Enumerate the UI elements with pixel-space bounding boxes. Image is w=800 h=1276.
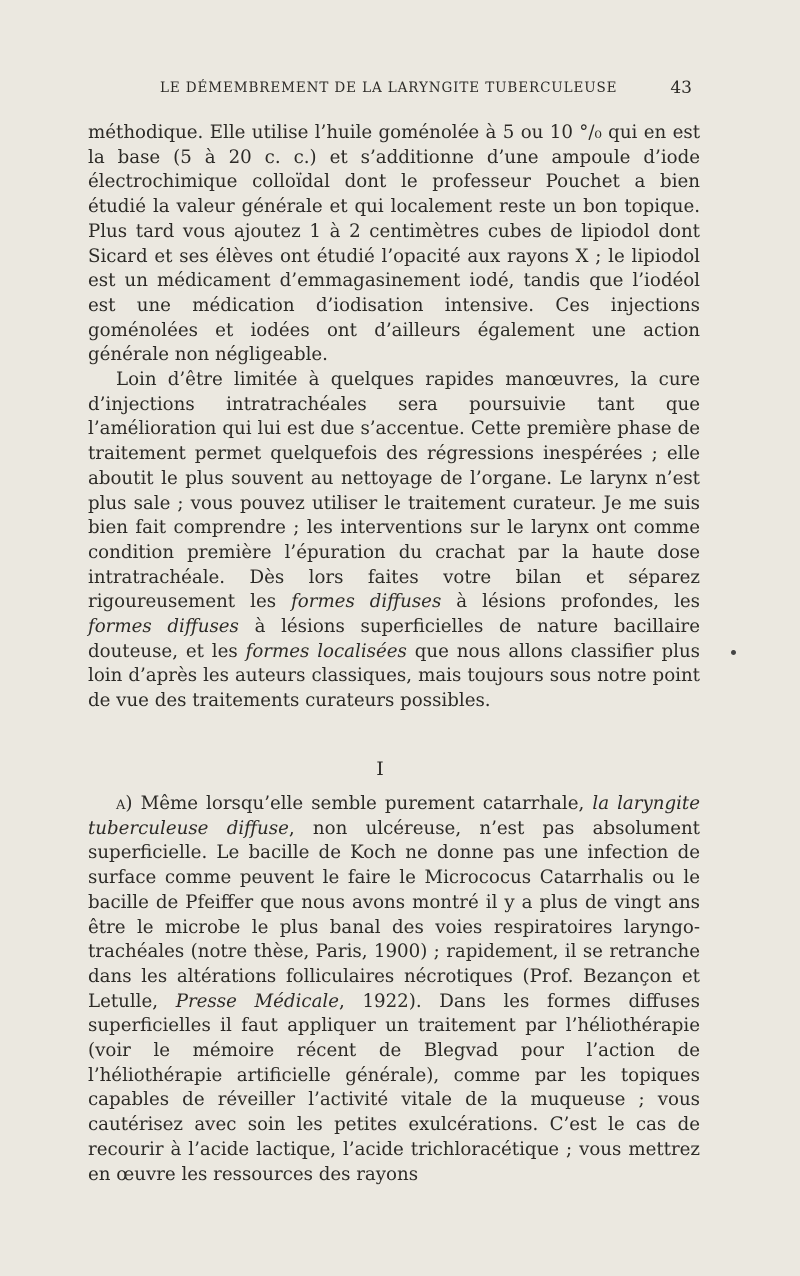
p2-text-b: à lésions profondes, les xyxy=(441,591,701,613)
p2-italic-formes-diffuses-2: formes diffuses xyxy=(88,616,239,638)
paragraph-1-text: méthodique. Elle utilise l’huile goménolée à 5 ou 10 °/₀ qui en est la base (5 à 20 c. c.) et s’additionne d’une ampoule d’iode électrochimique colloïdal dont le professeur Pouchet a bien étudié la valeur générale et qui localement reste un bon topique. Plus tard vous ajoutez 1 à 2 centimètres cubes de lipiodol dont Sicard et ses élèves ont étudié l’opacité aux rayons X ; le lipiodol est un médicament d’emmagasinement iodé, tandis que l’iodéol est une médication d’iodisation intensive. Ces injections goménolées et iodées ont d’ailleurs également une action générale non négligeable. xyxy=(88,122,700,366)
paragraph-3 xyxy=(88,792,700,1187)
paragraph-3-text xyxy=(88,792,700,1187)
p3-text-a: ) Même lorsqu’elle semble purement catarrhale, xyxy=(125,793,593,814)
p3-text-b: , non ulcéreuse, n’est pas absolument superficielle. Le bacille de Koch ne donne pas une infection de surface comme peuvent le faire le Micrococus Catarrhalis ou le bacille de Pfeiffer que nous avons montré il y a plus de vingt ans être le microbe le plus banal des voies respiratoires laryngo-trachéales (notre thèse, Paris, 1900) ; rapidement, il se retranche dans les altérations folliculaires nécrotiques (Prof. Bezançon et Letulle, xyxy=(88,817,700,1012)
ink-speck xyxy=(731,650,736,655)
p2-italic-formes-localisees: formes localisées xyxy=(245,640,407,662)
page-number: 43 xyxy=(670,78,692,98)
p2-text-c: à lésions superficielles de nature bacillaire douteuse, et les xyxy=(88,616,700,662)
header-title: LE DÉMEMBREMENT DE LA LARYNGITE TUBERCULEUSE xyxy=(160,80,618,96)
p3-label: a xyxy=(116,793,126,814)
paragraph-2-text xyxy=(88,368,700,714)
p2-text-a: Loin d’être limitée à quelques rapides manœuvres, la cure d’injections intratrachéales sera poursuivie tant que l’amélioration qui lui est due s’accentue. Cette première phase de traitement permet quelquefois des régressions inespérées ; elle aboutit le plus souvent au nettoyage de l’organe. Le larynx n’est plus sale ; vous pouvez utiliser le traitement curateur. Je me suis bien fait comprendre ; les interventions sur le larynx ont comme condition première l’épuration du crachat par la haute dose intratrachéale. Dès lors faites votre bilan et séparez rigoureusement les xyxy=(88,369,700,613)
p3-text-c: , 1922). Dans les formes diffuses superficielles il faut appliquer un traitement par l’héliothérapie (voir le mémoire récent de Blegvad pour l’action de l’héliothérapie artificielle générale), comme par les topiques capables de réveiller l’activité vitale de la muqueuse ; vous cautérisez avec soin les petites exulcérations. C’est le cas de recourir à l’acide lactique, l’acide trichloracétique ; vous mettrez en œuvre les ressources des rayons xyxy=(88,990,700,1185)
p2-italic-formes-diffuses-1: formes diffuses xyxy=(291,591,442,613)
section-numeral: I xyxy=(376,758,384,780)
paragraph-2 xyxy=(88,368,700,714)
p3-italic-laryngite: la laryngite tuberculeuse diffuse xyxy=(88,793,700,839)
p3-italic-presse-medicale: Presse Médicale xyxy=(175,990,339,1012)
p2-text-d: que nous allons classifier plus loin d’après les auteurs classiques, mais toujours sous notre point de vue des traitements curateurs possibles. xyxy=(88,640,700,712)
paragraph-1 xyxy=(88,121,700,368)
